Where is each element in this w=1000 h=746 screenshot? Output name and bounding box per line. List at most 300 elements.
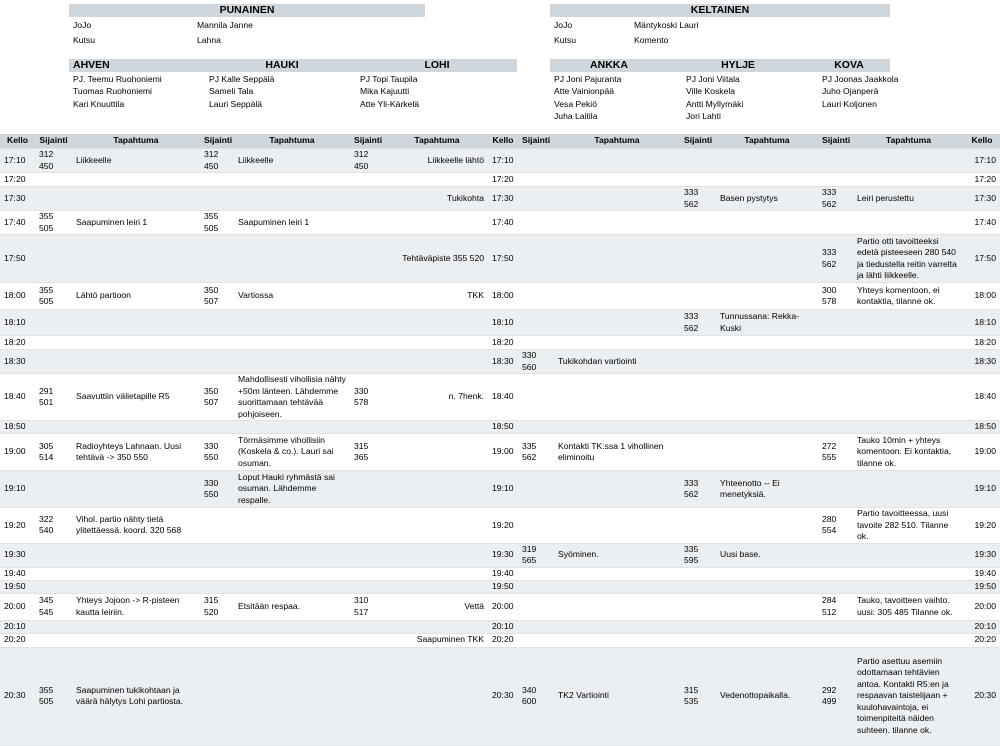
- team-member: Atte Vainionpää: [554, 86, 615, 97]
- cell-time: 18:00: [4, 290, 26, 301]
- cell-event: [716, 283, 818, 310]
- team-member: PJ Joni Viitala: [686, 74, 740, 84]
- cell-location: 355 505: [204, 211, 219, 233]
- cell-location: 330 578: [354, 385, 369, 407]
- cell-location: [35, 580, 72, 593]
- cell-time: 20:00: [492, 600, 514, 611]
- table-row: [0, 620, 1000, 633]
- cell-event: Saapuminen leiri 1: [238, 216, 310, 227]
- cell-location: 315 535: [680, 647, 716, 745]
- cell-event: Leiri perustettu: [853, 187, 964, 211]
- cell-time: 17:20: [492, 173, 514, 184]
- cell-location: [200, 421, 234, 434]
- cell-time: 17:50: [488, 235, 518, 283]
- cell-location: [518, 149, 554, 173]
- cell-event: Tukikohdan vartiointi: [554, 350, 680, 374]
- cell-event: [386, 620, 488, 633]
- cell-event: Liikkeelle lähtö: [386, 149, 488, 173]
- team-member: Jori Lahti: [686, 110, 721, 121]
- cell-event: [716, 620, 818, 633]
- cell-event: [386, 350, 488, 374]
- column-header: Sijainti: [680, 134, 716, 149]
- cell-time: 18:00: [974, 290, 996, 301]
- cell-event: [554, 374, 680, 421]
- column-header: Kello: [0, 134, 35, 149]
- cell-location: [200, 567, 234, 580]
- cell-time: 20:30: [488, 647, 518, 745]
- team-member: PJ Kalle Seppälä: [209, 74, 275, 84]
- cell-event: [853, 633, 964, 647]
- cell-location: [35, 350, 72, 374]
- cell-time: 19:40: [492, 567, 514, 578]
- table-row: [0, 350, 1000, 374]
- cell-time: 17:30: [488, 187, 518, 211]
- cell-event: Vettä: [464, 600, 484, 611]
- cell-location: [818, 620, 853, 633]
- right-jojo-value: Mäntykoski Lauri: [634, 20, 699, 30]
- cell-location: [200, 508, 234, 544]
- cell-time: 19:40: [4, 567, 26, 578]
- cell-location: [518, 620, 554, 633]
- cell-event: [386, 580, 488, 593]
- table-row: [0, 374, 1000, 421]
- cell-event: [386, 173, 488, 187]
- column-header: Tapahtuma: [853, 134, 964, 149]
- cell-location: [350, 543, 386, 567]
- cell-location: [35, 336, 72, 350]
- cell-time: 19:30: [488, 543, 518, 567]
- cell-location: 333 562: [680, 187, 716, 211]
- table-row: [0, 593, 1000, 620]
- cell-event: [386, 508, 488, 544]
- cell-event: [72, 620, 200, 633]
- cell-event: Yhteys Jojoon -> R-pisteen kautta leiriin.: [76, 595, 180, 617]
- cell-event: [853, 310, 964, 336]
- cell-location: 333 562: [680, 310, 716, 336]
- cell-time: 18:10: [964, 310, 1000, 336]
- cell-event: Vihol. partio nähty tietä ylitettäessä. koord. 320 568: [76, 513, 182, 536]
- column-header: Tapahtuma: [234, 134, 350, 149]
- cell-time: 17:40: [974, 216, 996, 227]
- cell-time: 18:20: [492, 336, 514, 347]
- cell-location: 333 562: [818, 187, 853, 211]
- cell-location: [818, 633, 853, 647]
- table-row: [0, 173, 1000, 187]
- column-header: Sijainti: [200, 134, 234, 149]
- cell-event: [716, 235, 818, 283]
- column-header: Sijainti: [518, 134, 554, 149]
- table-row: [0, 283, 1000, 310]
- cell-location: 345 545: [39, 595, 54, 617]
- cell-time: 17:50: [0, 235, 35, 283]
- cell-location: [818, 211, 853, 235]
- table-row: [0, 567, 1000, 580]
- cell-location: 350 507: [204, 284, 219, 306]
- cell-time: 19:50: [964, 580, 1000, 593]
- cell-event: Etsitään respaa.: [238, 600, 301, 611]
- cell-location: [35, 187, 72, 211]
- table-row: [0, 235, 1000, 283]
- cell-time: 19:30: [0, 543, 35, 567]
- cell-time: 18:00: [492, 290, 514, 301]
- table-row: [0, 421, 1000, 434]
- cell-event: [72, 633, 200, 647]
- cell-location: [518, 374, 554, 421]
- cell-time: 20:20: [492, 634, 514, 645]
- cell-event: [853, 173, 964, 187]
- cell-location: [350, 173, 386, 187]
- team-member: Mika Kajuutti: [360, 86, 410, 97]
- cell-location: 280 554: [822, 513, 837, 536]
- cell-event: [716, 336, 818, 350]
- cell-event: [234, 173, 350, 187]
- cell-event: [554, 187, 680, 211]
- cell-time: 18:10: [0, 310, 35, 336]
- cell-event: Saavuttiin välietapille R5: [76, 391, 170, 402]
- team-member: Kari Knuuttila: [73, 98, 125, 109]
- cell-location: [200, 336, 234, 350]
- right-block-title: KELTAINEN: [550, 4, 890, 17]
- cell-time: 17:10: [964, 149, 1000, 173]
- cell-location: [350, 620, 386, 633]
- cell-event: [234, 580, 350, 593]
- cell-time: 18:40: [4, 391, 26, 402]
- cell-location: [350, 235, 386, 283]
- cell-time: 20:20: [4, 634, 26, 645]
- cell-location: [680, 580, 716, 593]
- cell-event: Partio tavoitteessa, uusi tavoite 282 510. Tilanne ok.: [857, 508, 949, 541]
- cell-time: 17:20: [974, 173, 996, 184]
- cell-event: Liikkeelle: [234, 149, 350, 173]
- cell-location: [200, 350, 234, 374]
- team-member: Juho Ojanperä: [822, 86, 879, 97]
- cell-time: 19:00: [974, 446, 996, 457]
- cell-location: [200, 580, 234, 593]
- cell-event: [853, 149, 964, 173]
- column-header: Sijainti: [818, 134, 853, 149]
- left-kutsu-value: Lahna: [197, 35, 221, 45]
- cell-event: Saapuminen TKK: [416, 634, 484, 645]
- cell-location: [350, 211, 386, 235]
- cell-location: [518, 421, 554, 434]
- cell-event: [72, 187, 200, 211]
- cell-time: 20:10: [0, 620, 35, 633]
- cell-time: 18:50: [488, 421, 518, 434]
- cell-event: Tukikohta: [386, 187, 488, 211]
- cell-location: [680, 567, 716, 580]
- cell-event: [386, 647, 488, 745]
- cell-event: [72, 471, 200, 508]
- table-row: [0, 633, 1000, 647]
- cell-event: [554, 211, 680, 235]
- cell-location: 315 365: [354, 440, 369, 462]
- cell-event: [554, 283, 680, 310]
- cell-event: Tauko 10min + yhteys komentoon. Ei kontaktia, tilanne ok.: [857, 434, 952, 468]
- cell-location: [350, 283, 386, 310]
- cell-time: 20:00: [4, 600, 26, 611]
- cell-event: [72, 173, 200, 187]
- column-header: Kello: [488, 134, 518, 149]
- cell-time: 18:30: [964, 350, 1000, 374]
- column-header-row: [0, 134, 1000, 149]
- cell-location: [680, 421, 716, 434]
- cell-location: [680, 173, 716, 187]
- cell-time: 19:10: [0, 471, 35, 508]
- cell-event: [72, 350, 200, 374]
- cell-location: [35, 173, 72, 187]
- cell-location: [350, 350, 386, 374]
- cell-event: [386, 211, 488, 235]
- table-row: [0, 187, 1000, 211]
- cell-location: [200, 235, 234, 283]
- column-header: Tapahtuma: [554, 134, 680, 149]
- column-header: Tapahtuma: [386, 134, 488, 149]
- cell-event: [386, 543, 488, 567]
- team-header-lohi: LOHI: [357, 59, 517, 72]
- team-header-ahven: AHVEN: [69, 59, 207, 72]
- cell-time: 20:20: [974, 634, 996, 645]
- cell-event: Liikkeelle: [72, 149, 200, 173]
- cell-event: [386, 471, 488, 508]
- cell-location: [680, 374, 716, 421]
- cell-event: [234, 620, 350, 633]
- team-member: Ville Koskela: [686, 86, 736, 97]
- team-header-kova: KOVA: [808, 59, 890, 72]
- cell-location: 272 555: [822, 440, 837, 462]
- cell-location: [350, 187, 386, 211]
- cell-event: TKK: [467, 290, 484, 301]
- table-row: [0, 508, 1000, 544]
- cell-event: [853, 567, 964, 580]
- cell-location: [518, 310, 554, 336]
- cell-time: 17:20: [4, 173, 26, 184]
- cell-location: 284 512: [822, 595, 837, 617]
- cell-location: [818, 471, 853, 508]
- cell-event: [72, 336, 200, 350]
- cell-event: [554, 149, 680, 173]
- column-header: Sijainti: [35, 134, 72, 149]
- cell-time: 18:30: [488, 350, 518, 374]
- table-row: [0, 211, 1000, 235]
- cell-location: [518, 235, 554, 283]
- cell-location: 310 517: [354, 595, 369, 617]
- cell-location: [350, 421, 386, 434]
- cell-location: [818, 374, 853, 421]
- column-header: Sijainti: [350, 134, 386, 149]
- team-member: Juha Laitila: [554, 110, 598, 121]
- cell-event: [716, 421, 818, 434]
- cell-event: [386, 434, 488, 471]
- cell-location: [518, 283, 554, 310]
- cell-location: [200, 310, 234, 336]
- cell-location: [680, 336, 716, 350]
- cell-event: [716, 173, 818, 187]
- cell-event: Loput Hauki ryhmästä sai osuman. Lähdemme respalle.: [234, 471, 350, 508]
- cell-location: [200, 543, 234, 567]
- cell-location: 333 562: [680, 471, 716, 508]
- cell-location: [680, 593, 716, 620]
- cell-time: 17:40: [4, 216, 26, 227]
- cell-location: [818, 350, 853, 374]
- cell-location: [35, 543, 72, 567]
- cell-event: [234, 543, 350, 567]
- cell-location: [350, 508, 386, 544]
- cell-location: [350, 336, 386, 350]
- cell-event: Saapuminen leiri 1: [76, 216, 148, 227]
- cell-time: 18:30: [0, 350, 35, 374]
- cell-location: [680, 508, 716, 544]
- cell-time: 18:20: [974, 336, 996, 347]
- cell-location: [518, 173, 554, 187]
- cell-event: [554, 508, 680, 544]
- cell-time: 20:10: [964, 620, 1000, 633]
- cell-time: 17:10: [0, 149, 35, 173]
- right-kutsu-value: Komento: [634, 35, 669, 45]
- cell-time: 19:20: [492, 519, 514, 530]
- cell-event: [72, 543, 200, 567]
- cell-location: [680, 283, 716, 310]
- cell-location: 315 520: [204, 595, 219, 617]
- cell-time: 20:30: [0, 647, 35, 745]
- cell-event: Radioyhteys Lahnaan. Uusi tehtävä -> 350 550: [76, 440, 182, 462]
- cell-time: 19:30: [964, 543, 1000, 567]
- cell-event: [716, 508, 818, 544]
- team-member: Atte Yli-Kärkelä: [360, 98, 420, 109]
- cell-location: 305 514: [39, 440, 54, 462]
- cell-location: [518, 580, 554, 593]
- cell-location: [35, 235, 72, 283]
- cell-location: [200, 173, 234, 187]
- cell-event: [716, 350, 818, 374]
- cell-event: [716, 567, 818, 580]
- cell-location: [680, 149, 716, 173]
- cell-event: [853, 421, 964, 434]
- cell-time: 17:40: [492, 216, 514, 227]
- cell-time: 19:20: [974, 519, 996, 530]
- cell-event: Kontakti TK:ssa 1 vihollinen eliminoitu: [558, 440, 664, 462]
- cell-location: [35, 310, 72, 336]
- cell-event: Tauko, tavoitteen vaihto. uusi: 305 485 Tilanne ok.: [857, 595, 953, 617]
- cell-event: [234, 508, 350, 544]
- team-member: Antti Myllymäki: [686, 98, 744, 109]
- cell-location: [680, 211, 716, 235]
- left-jojo-label: JoJo: [73, 20, 92, 30]
- cell-location: 330 550: [200, 471, 234, 508]
- cell-event: [554, 633, 680, 647]
- cell-event: [234, 421, 350, 434]
- cell-location: [518, 567, 554, 580]
- cell-location: [350, 633, 386, 647]
- team-header-hylje: HYLJE: [668, 59, 808, 72]
- cell-event: [853, 374, 964, 421]
- cell-event: Yhteys komentoon, ei kontaktia, tilanne ok.: [857, 284, 940, 306]
- team-member: PJ Joni Pajuranta: [554, 74, 622, 84]
- cell-event: [386, 310, 488, 336]
- cell-location: 330 560: [518, 350, 554, 374]
- team-member: PJ. Teemu Ruohoniemi: [73, 74, 162, 84]
- cell-location: [200, 620, 234, 633]
- cell-location: [518, 593, 554, 620]
- cell-event: [853, 350, 964, 374]
- team-member: Lauri Koljonen: [822, 98, 877, 109]
- cell-event: [554, 593, 680, 620]
- left-kutsu-label: Kutsu: [73, 35, 95, 45]
- cell-time: 18:10: [488, 310, 518, 336]
- cell-time: 19:50: [0, 580, 35, 593]
- cell-location: [35, 567, 72, 580]
- cell-location: [350, 647, 386, 745]
- cell-event: [234, 633, 350, 647]
- cell-event: Vedenottopaikalla.: [716, 647, 818, 745]
- table-row: [0, 310, 1000, 336]
- cell-location: 340 600: [518, 647, 554, 745]
- cell-event: [72, 310, 200, 336]
- cell-location: 312 450: [350, 149, 386, 173]
- cell-time: 20:00: [974, 600, 996, 611]
- cell-event: [234, 567, 350, 580]
- cell-event: [554, 471, 680, 508]
- cell-event: Törmäsimme vihollisiin (Koskela & co.). Lauri sai osuman.: [238, 434, 334, 468]
- cell-location: 355 505: [35, 647, 72, 745]
- cell-time: 19:50: [488, 580, 518, 593]
- cell-event: [554, 235, 680, 283]
- cell-location: 335 595: [680, 543, 716, 567]
- cell-time: 19:00: [4, 446, 26, 457]
- cell-event: [716, 593, 818, 620]
- team-member: Sameli Tala: [209, 86, 254, 97]
- cell-location: [518, 633, 554, 647]
- cell-location: [818, 580, 853, 593]
- cell-location: 333 562: [818, 235, 853, 283]
- cell-event: [386, 567, 488, 580]
- cell-event: [554, 310, 680, 336]
- team-member: PJ Topi Taupila: [360, 74, 418, 84]
- cell-location: [680, 350, 716, 374]
- cell-time: 18:20: [4, 336, 26, 347]
- cell-event: [853, 471, 964, 508]
- cell-location: [680, 633, 716, 647]
- cell-event: [716, 580, 818, 593]
- cell-location: [518, 187, 554, 211]
- cell-event: [386, 336, 488, 350]
- column-header: Tapahtuma: [72, 134, 200, 149]
- cell-event: [853, 620, 964, 633]
- team-header-hauki: HAUKI: [207, 59, 357, 72]
- cell-event: [72, 235, 200, 283]
- cell-location: [35, 421, 72, 434]
- cell-event: [234, 235, 350, 283]
- cell-event: [716, 149, 818, 173]
- table-row: [0, 149, 1000, 173]
- cell-event: [853, 580, 964, 593]
- right-kutsu-label: Kutsu: [554, 35, 576, 45]
- cell-time: 19:10: [488, 471, 518, 508]
- team-header-ankka: ANKKA: [550, 59, 668, 72]
- cell-location: [350, 471, 386, 508]
- cell-event: [234, 336, 350, 350]
- cell-location: [680, 620, 716, 633]
- cell-location: [518, 471, 554, 508]
- cell-event: Yhteenotto -- Ei menetyksiä.: [716, 471, 818, 508]
- cell-event: [234, 187, 350, 211]
- cell-event: [554, 421, 680, 434]
- cell-location: 300 578: [822, 284, 837, 306]
- team-member: Tuomas Ruohoniemi: [73, 86, 152, 97]
- right-jojo-label: JoJo: [554, 20, 573, 30]
- cell-event: Vartiossa: [238, 290, 274, 301]
- cell-event: Tunnussana: Rekka-Kuski: [716, 310, 818, 336]
- cell-location: [818, 567, 853, 580]
